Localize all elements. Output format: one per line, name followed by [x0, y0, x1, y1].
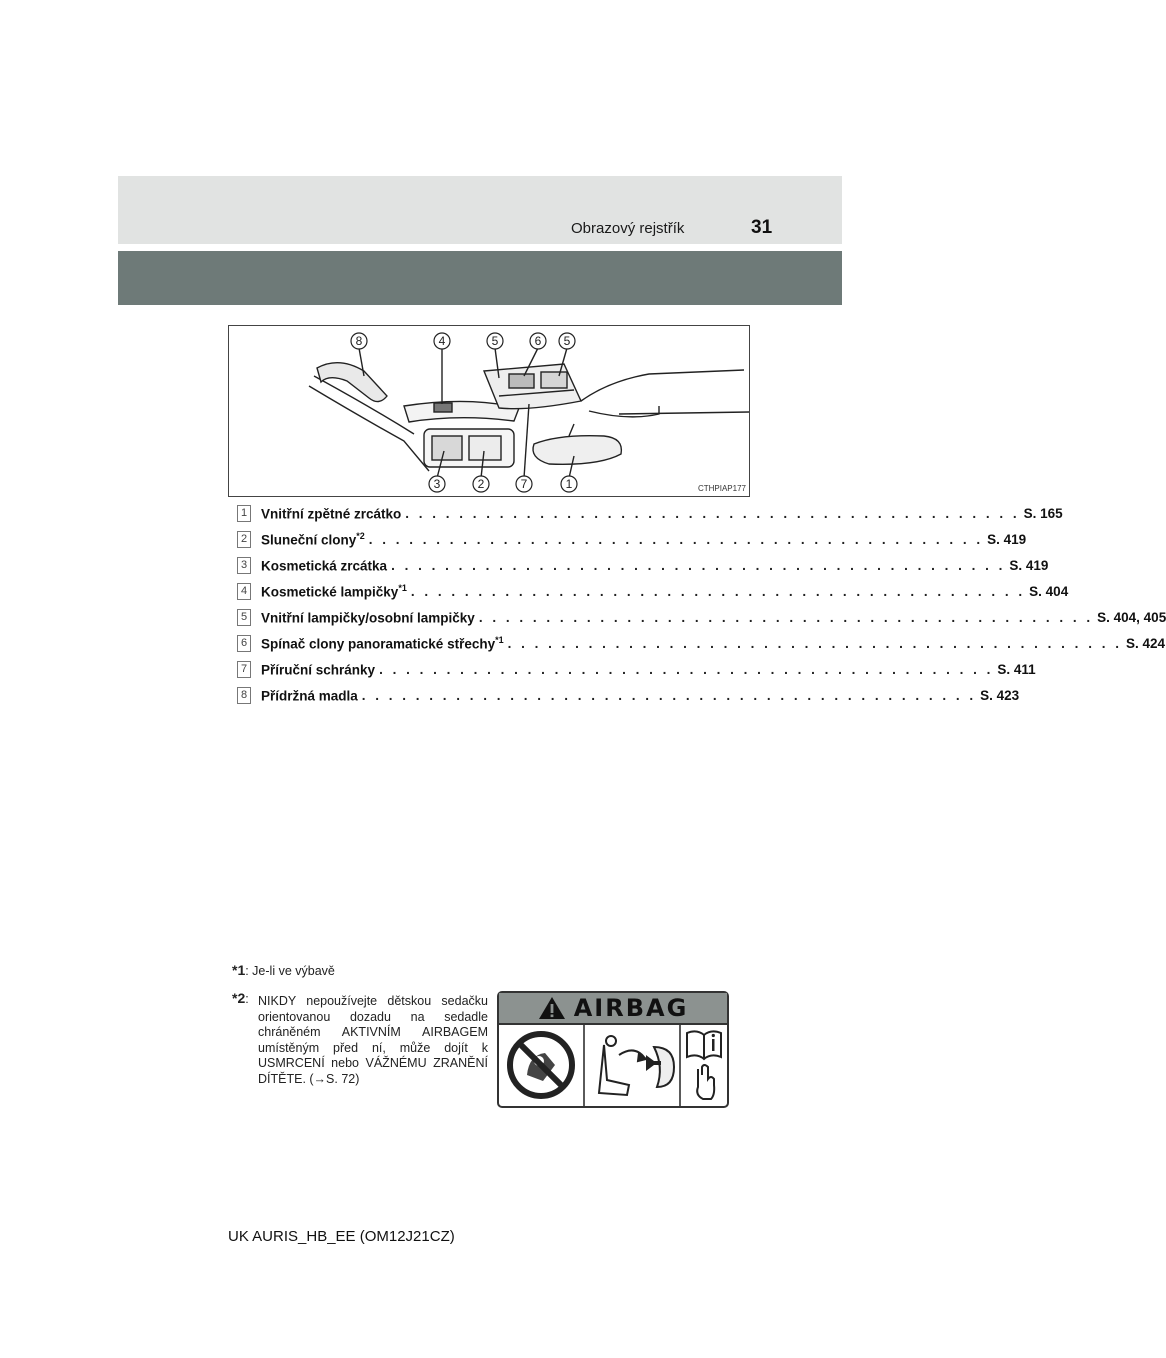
footnote-1-text: : Je-li ve výbavě [245, 964, 335, 978]
callout-8 [351, 333, 367, 349]
item-number: 7 [237, 661, 251, 678]
svg-text:8: 8 [355, 334, 363, 348]
item-label: Sluneční clony$^{*2}$ [261, 530, 365, 548]
svg-text:4: 4 [438, 334, 446, 348]
callout-3 [429, 476, 445, 492]
section-title: Obrazový rejstřík [571, 220, 685, 237]
item-number: 3 [237, 557, 251, 574]
item-number: 2 [237, 531, 251, 548]
dot-leader: . . . . . . . . . . . . . . . . . . . . . . . . . . . . . . . . . . . . . . . . . . . . . . [507, 635, 1122, 651]
item-label: Kosmetické lampičky$^{*1}$ [261, 582, 407, 600]
dot-leader: . . . . . . . . . . . . . . . . . . . . . . . . . . . . . . . . . . . . . . . . . . . . . . [361, 687, 977, 703]
item-label: Vnitřní zpětné zrcátko [261, 506, 402, 522]
list-item[interactable] [237, 682, 1020, 708]
list-item[interactable] [237, 656, 1036, 682]
callout-1 [561, 476, 577, 492]
footnote-2-prefix: : [245, 992, 249, 1006]
callout-4 [434, 333, 450, 349]
component-index-list [237, 500, 1166, 708]
callout-7 [516, 476, 532, 492]
list-item[interactable] [237, 526, 1027, 552]
page-reference[interactable]: S. 419 [987, 531, 1027, 547]
svg-text:5: 5 [563, 334, 571, 348]
item-number: 6 [237, 635, 251, 652]
list-item[interactable] [237, 630, 1165, 656]
airbag-label-header [499, 993, 727, 1025]
callout-2 [473, 476, 489, 492]
no-rear-facing-child-seat-icon [510, 1034, 572, 1096]
callout-6 [530, 333, 546, 349]
item-label: Vnitřní lampičky/osobní lampičky [261, 610, 475, 626]
dot-leader: . . . . . . . . . . . . . . . . . . . . . . . . . . . . . . . . . . . . . . . . . . . . . . [391, 557, 1006, 573]
airbag-deploy-seat-icon [599, 1036, 674, 1095]
model-code: UK AURIS_HB_EE (OM12J21CZ) [228, 1228, 455, 1245]
item-number: 8 [237, 687, 251, 704]
dot-leader: . . . . . . . . . . . . . . . . . . . . . . . . . . . . . . . . . . . . . . . . . . . . . . [368, 531, 984, 547]
page-reference[interactable]: S. 404 [1029, 583, 1069, 599]
airbag-warning-label [497, 991, 729, 1108]
svg-text:1: 1 [565, 477, 573, 491]
callout-5a [487, 333, 503, 349]
item-label: Příruční schránky [261, 662, 376, 678]
footnote-1-mark: *1 [232, 962, 246, 978]
dot-leader: . . . . . . . . . . . . . . . . . . . . . . . . . . . . . . . . . . . . . . . . . . . . . . [410, 583, 1026, 599]
page-reference[interactable]: S. 165 [1023, 505, 1063, 521]
footnote-2-text: NIKDY nepoužívejte dětskou sedačku orientovanou dozadu na sedadle chráněném AKTIVNÍM AIRBAGEM umístěným před ní, může dojít k USMRCENÍ nebo VÁŽNÉMU ZRANĚNÍ DÍTĚTE. (→S. 72) [258, 994, 488, 1086]
airbag-pictograms [499, 1025, 727, 1106]
dot-leader: . . . . . . . . . . . . . . . . . . . . . . . . . . . . . . . . . . . . . . . . . . . . . . [379, 661, 994, 677]
item-number: 5 [237, 609, 251, 626]
dot-leader: . . . . . . . . . . . . . . . . . . . . . . . . . . . . . . . . . . . . . . . . . . . . . . [478, 609, 1094, 625]
page-reference[interactable]: S. 404, 405 [1097, 609, 1166, 625]
read-manual-icon [687, 1031, 721, 1099]
airbag-word: AIRBAG [573, 994, 689, 1022]
item-number: 4 [237, 583, 251, 600]
item-label: Přídržná madla [261, 688, 358, 704]
svg-text:3: 3 [433, 477, 441, 491]
list-item[interactable] [237, 552, 1049, 578]
svg-text:7: 7 [520, 477, 528, 491]
footnote-1 [232, 962, 335, 978]
page-reference[interactable]: S. 423 [980, 687, 1020, 703]
page-reference[interactable]: S. 424 [1125, 635, 1165, 651]
footnote-2-mark: *2 [232, 990, 246, 1006]
page-number: 31 [751, 217, 773, 238]
section-band [118, 251, 842, 305]
item-label: Spínač clony panoramatické střechy$^{*1}$ [261, 634, 504, 652]
callout-5b [559, 333, 575, 349]
dot-leader: . . . . . . . . . . . . . . . . . . . . . . . . . . . . . . . . . . . . . . . . . . . . . . [405, 505, 1020, 521]
list-item[interactable] [237, 604, 1166, 630]
interior-ceiling-illustration [228, 325, 750, 497]
item-number: 1 [237, 505, 251, 522]
footnote-2-mark-group [232, 990, 249, 1006]
page-reference[interactable]: S. 419 [1009, 557, 1049, 573]
svg-text:2: 2 [477, 477, 485, 491]
list-item[interactable] [237, 500, 1063, 526]
warning-triangle-icon [538, 996, 566, 1020]
ceiling-drawing [229, 326, 749, 496]
header-band [118, 176, 842, 244]
list-item[interactable] [237, 578, 1069, 604]
page-reference[interactable]: S. 411 [997, 661, 1036, 677]
figure-code: CTHPIAP177 [697, 484, 746, 493]
svg-text:5: 5 [491, 334, 499, 348]
svg-text:6: 6 [534, 334, 542, 348]
item-label: Kosmetická zrcátka [261, 558, 388, 574]
